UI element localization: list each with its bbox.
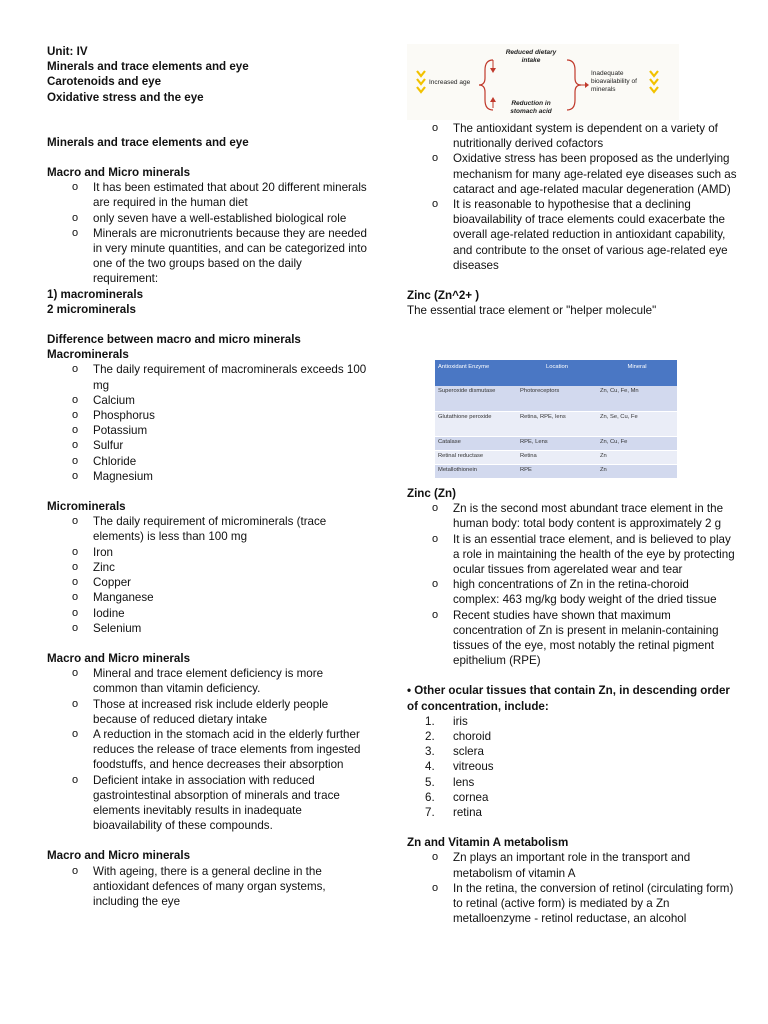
reduction-acid-label: Reduction in stomach acid bbox=[510, 100, 552, 115]
list-item: o Deficient intake in association with reduced gastrointestinal absorption of minerals and trace elements inevitably results in inadequate bioavailability of these compounds. bbox=[72, 773, 367, 834]
other-tissues-heading: • Other ocular tissues that contain Zn, in descending order of concentration, include: bbox=[407, 684, 730, 713]
table-header: Location bbox=[517, 360, 597, 386]
bioavailability-diagram bbox=[407, 44, 679, 120]
list-item: o Oxidative stress has been proposed as the underlying mechanism for many age-related eye diseases such as cataract and age-related macular degeneration (AMD) bbox=[432, 151, 737, 197]
table-cell: Retina, RPE, lens bbox=[517, 411, 597, 436]
table-row bbox=[435, 411, 677, 436]
list-item: o Zinc bbox=[72, 560, 367, 575]
table-cell: Photoreceptors bbox=[517, 386, 597, 411]
chevron-down-icon bbox=[649, 70, 659, 78]
chevron-down-icon bbox=[416, 70, 426, 78]
list-item: o Recent studies have shown that maximum concentration of Zn is present in melanin-containing tissues of the eye, most notably the retinal pigment epithelium (RPE) bbox=[432, 608, 737, 669]
table-cell: Zn, Cu, Fe bbox=[597, 436, 677, 450]
list-item: o Phosphorus bbox=[72, 408, 367, 423]
reduced-intake-label: Reduced dietary intake bbox=[505, 49, 557, 64]
list-item: o It has been estimated that about 20 different minerals are required in the human diet bbox=[72, 180, 367, 210]
table-header: Antioxidant Enzyme bbox=[435, 360, 517, 386]
list-item: 3. sclera bbox=[425, 745, 484, 759]
zinc-subtitle: The essential trace element or "helper molecule" bbox=[407, 304, 657, 318]
heading-difference: Difference between macro and micro minerals bbox=[47, 333, 301, 347]
group-microminerals: 2 microminerals bbox=[47, 302, 136, 316]
list-item: o It is reasonable to hypothesise that a declining bioavailability of trace elements could exacerbate the overall age-related reduction in antioxidant capability, and contribute to the onset of various age-related eye diseases bbox=[432, 197, 737, 273]
right-column-lower bbox=[407, 486, 737, 926]
list-item: o Those at increased risk include elderly people because of reduced dietary intake bbox=[72, 697, 367, 727]
group-macrominerals: 1) macrominerals bbox=[47, 287, 144, 301]
list-item: 1. iris bbox=[425, 714, 468, 728]
list-item: o Chloride bbox=[72, 454, 367, 469]
list-item: o The daily requirement of macrominerals exceeds 100 mg bbox=[72, 362, 367, 392]
topic-minerals: Minerals and trace elements and eye bbox=[47, 60, 249, 74]
chevron-down-icon bbox=[416, 86, 426, 94]
table-row bbox=[435, 450, 677, 464]
section-title: Minerals and trace elements and eye bbox=[47, 135, 249, 149]
list-item: 7. retina bbox=[425, 806, 483, 820]
tissue-list bbox=[425, 714, 737, 820]
list-item: o Zn is the second most abundant trace element in the human body: total body content is approximately 2 g bbox=[432, 501, 737, 531]
increased-age-label: Increased age bbox=[429, 79, 471, 86]
list-item: o Calcium bbox=[72, 393, 367, 408]
macro-list bbox=[72, 362, 367, 484]
heading-macro-micro-3: Macro and Micro minerals bbox=[47, 849, 191, 863]
table-cell: Superoxide dismutase bbox=[435, 386, 517, 411]
list-item: o only seven have a well-established biological role bbox=[72, 211, 367, 226]
list-item: o With ageing, there is a general decline in the antioxidant defences of many organ systems, including the eye bbox=[72, 864, 367, 910]
list-item-text: requirement: bbox=[93, 272, 159, 286]
bullet-list bbox=[72, 180, 367, 286]
topic-oxidative: Oxidative stress and the eye bbox=[47, 90, 204, 104]
list-item: 5. lens bbox=[425, 775, 475, 789]
vitamin-a-list bbox=[432, 850, 737, 926]
table-cell: Retinal reductase bbox=[435, 450, 517, 464]
list-item bbox=[72, 226, 367, 287]
list-item-text: Minerals are micronutrients because they are needed in very minute quantities, and can be categorized into one of the two groups based on the daily bbox=[93, 226, 367, 271]
list-item: o Mineral and trace element deficiency is more common than vitamin deficiency. bbox=[72, 666, 367, 696]
list-item: o In the retina, the conversion of retinol (circulating form) to retinal (active form) is mediated by a Zn metalloenzyme - retinol reductase, an alcohol bbox=[432, 881, 737, 927]
heading-macro-micro-2: Macro and Micro minerals bbox=[47, 651, 191, 665]
table-row bbox=[435, 464, 677, 478]
chevron-down-icon bbox=[649, 78, 659, 86]
list-item: 4. vitreous bbox=[425, 760, 494, 774]
table-cell: RPE bbox=[517, 464, 597, 478]
topic-carotenoids: Carotenoids and eye bbox=[47, 75, 162, 89]
table-row bbox=[435, 436, 677, 450]
table-cell: Zn bbox=[597, 450, 677, 464]
table-cell: Zn, Cu, Fe, Mn bbox=[597, 386, 677, 411]
zn-title: Zinc (Zn) bbox=[407, 487, 456, 500]
list-item: o Selenium bbox=[72, 621, 367, 636]
zinc-title: Zinc (Zn^2+ ) bbox=[407, 289, 480, 303]
micro-list bbox=[72, 514, 367, 636]
antioxidant-enzyme-table bbox=[435, 360, 677, 479]
right-column bbox=[407, 121, 737, 318]
table-cell: Zn bbox=[597, 464, 677, 478]
unit-title: Unit: IV bbox=[47, 45, 88, 58]
table-cell: Catalase bbox=[435, 436, 517, 450]
deficiency-list bbox=[72, 666, 367, 833]
list-item: o Iron bbox=[72, 545, 367, 560]
heading-microminerals: Microminerals bbox=[47, 500, 126, 514]
table-cell: Glutathione peroxide bbox=[435, 411, 517, 436]
antioxidant-list bbox=[432, 121, 737, 273]
list-item: o The daily requirement of microminerals (trace elements) is less than 100 mg bbox=[72, 514, 367, 544]
chevron-down-icon bbox=[416, 78, 426, 86]
list-item: o Copper bbox=[72, 575, 367, 590]
list-item: o high concentrations of Zn in the retina-choroid complex: 463 mg/kg body weight of the dried tissue bbox=[432, 577, 737, 607]
inadequate-label: Inadequate bioavailability of minerals bbox=[591, 70, 637, 93]
zn-list bbox=[432, 501, 737, 668]
list-item: o Potassium bbox=[72, 423, 367, 438]
list-item: o Manganese bbox=[72, 590, 367, 605]
heading-macrominerals: Macrominerals bbox=[47, 348, 129, 362]
list-item: 6. cornea bbox=[425, 790, 489, 804]
list-item: o Magnesium bbox=[72, 469, 367, 484]
table-cell: Zn, Se, Cu, Fe bbox=[597, 411, 677, 436]
ageing-list bbox=[72, 864, 367, 910]
list-item: o Sulfur bbox=[72, 438, 367, 453]
list-item: o A reduction in the stomach acid in the elderly further reduces the release of trace elements from ingested foodstuffs, and hence decreases their absorption bbox=[72, 727, 367, 773]
table-cell: RPE, Lens bbox=[517, 436, 597, 450]
list-item: o The antioxidant system is dependent on a variety of nutritionally derived cofactors bbox=[432, 121, 737, 151]
list-item: o Iodine bbox=[72, 606, 367, 621]
table-cell: Retina bbox=[517, 450, 597, 464]
vitamin-a-heading: Zn and Vitamin A metabolism bbox=[407, 836, 569, 850]
list-item: o Zn plays an important role in the transport and metabolism of vitamin A bbox=[432, 850, 737, 880]
left-column bbox=[47, 44, 367, 909]
heading-macro-micro: Macro and Micro minerals bbox=[47, 166, 191, 180]
list-item: o It is an essential trace element, and is believed to play a role in maintaining the health of the eye by protecting ocular tissues from agerelated wear and tear bbox=[432, 532, 737, 578]
list-item: 2. choroid bbox=[425, 730, 492, 744]
table-row bbox=[435, 386, 677, 411]
table-cell: Metallothionein bbox=[435, 464, 517, 478]
chevron-down-icon bbox=[649, 86, 659, 94]
table-header: Mineral bbox=[597, 360, 677, 386]
